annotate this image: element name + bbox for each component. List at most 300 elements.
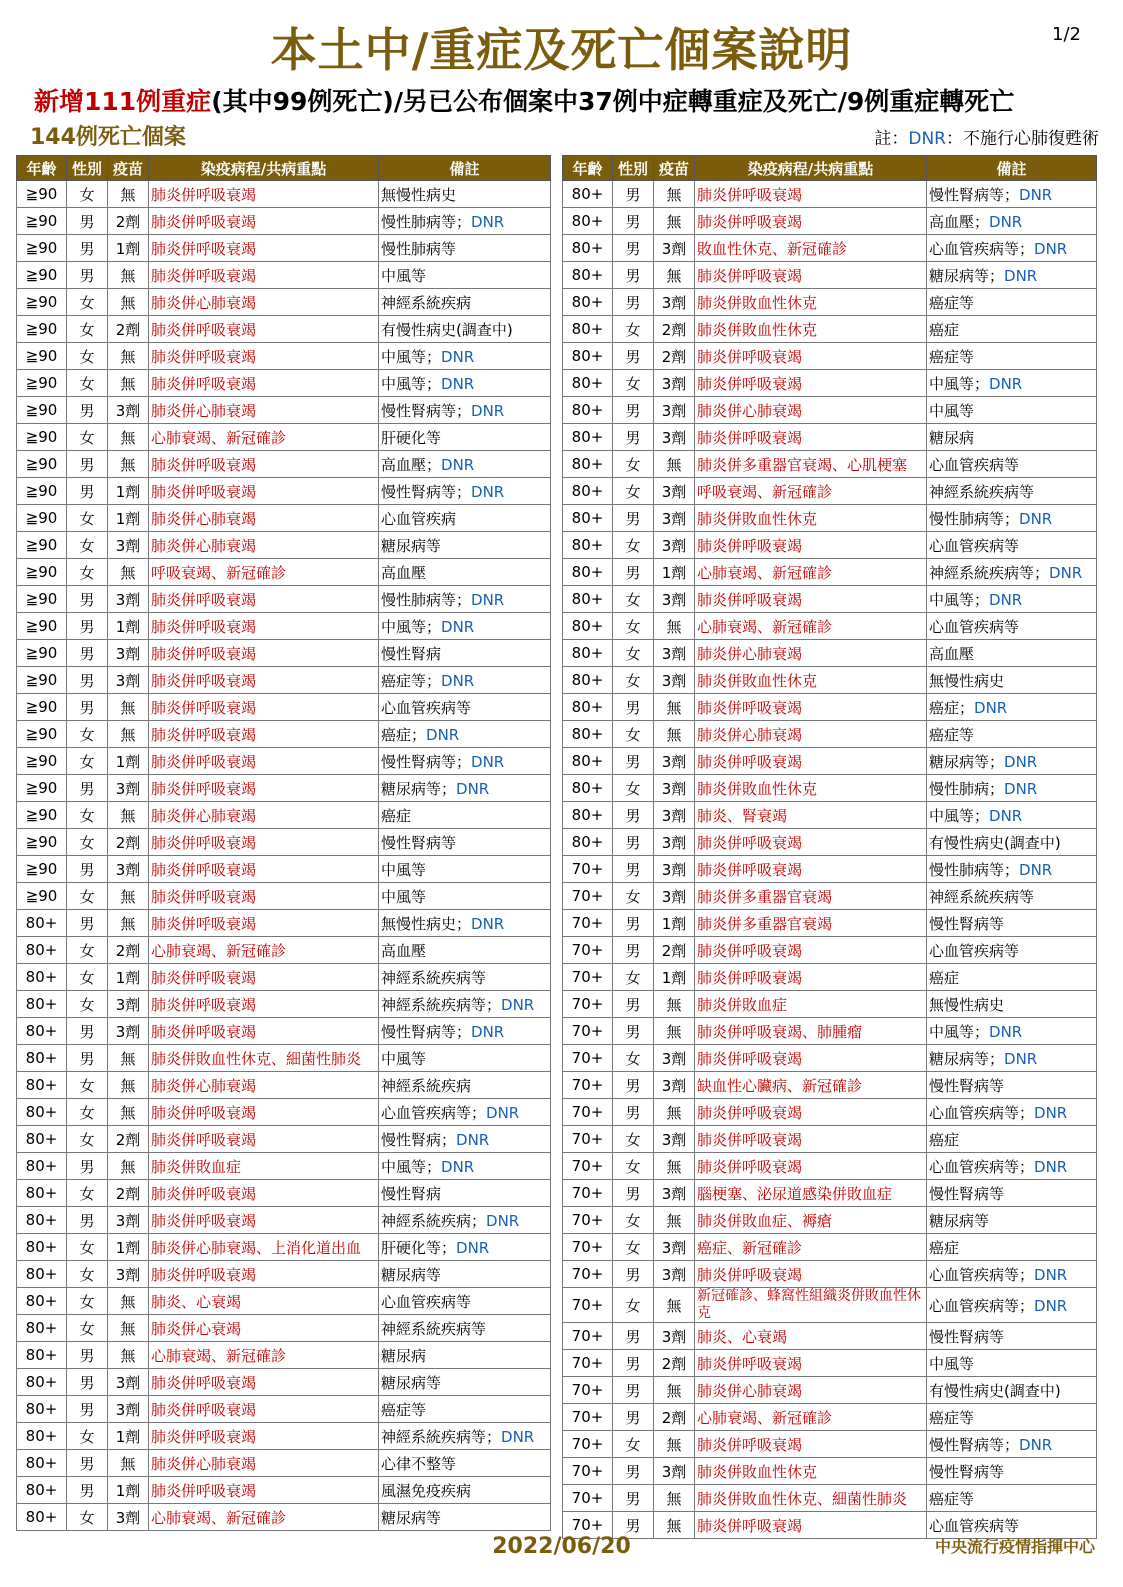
sex-cell: 男: [613, 343, 654, 370]
case-row: [17, 397, 551, 424]
case-row: [17, 910, 551, 937]
vaccine-cell: 3劑: [654, 1261, 695, 1288]
course-cell: 肺炎併心肺衰竭: [695, 1377, 927, 1404]
remark-cell: 風濕免疫疾病: [379, 1477, 551, 1504]
course-cell: 肺炎併呼吸衰竭: [149, 883, 379, 910]
vaccine-cell: 無: [108, 1045, 149, 1072]
remark-cell: 神經系統疾病等: [927, 883, 1097, 910]
remark-cell: 糖尿病等: [927, 1207, 1097, 1234]
age-cell: 80+: [17, 1423, 67, 1450]
vaccine-cell: 2劑: [108, 208, 149, 235]
remark-cell: 高血壓；DNR: [927, 208, 1097, 235]
case-row: [563, 694, 1097, 721]
sex-cell: 男: [613, 748, 654, 775]
course-cell: 肺炎併呼吸衰竭: [695, 1261, 927, 1288]
course-cell: 肺炎併敗血症、褥瘡: [695, 1207, 927, 1234]
vaccine-cell: 3劑: [654, 1072, 695, 1099]
course-cell: 肺炎併呼吸衰竭: [149, 721, 379, 748]
remark-cell: 心血管疾病等: [927, 613, 1097, 640]
age-cell: 80+: [17, 1369, 67, 1396]
case-row: [17, 1099, 551, 1126]
case-row: [563, 1458, 1097, 1485]
dnr-flag: DNR: [989, 212, 1023, 231]
remark-cell: 癌症: [927, 1126, 1097, 1153]
course-cell: 肺炎併敗血性休克、細菌性肺炎: [695, 1485, 927, 1512]
remark-cell: 肝硬化等；DNR: [379, 1234, 551, 1261]
remark-cell: 中風等: [379, 1045, 551, 1072]
vaccine-cell: 2劑: [108, 1180, 149, 1207]
remark-cell: 癌症: [927, 316, 1097, 343]
col-vaccine: 疫苗: [654, 156, 695, 181]
sex-cell: 男: [613, 910, 654, 937]
vaccine-cell: 無: [108, 1153, 149, 1180]
sex-cell: 女: [67, 370, 108, 397]
remark-cell: 心血管疾病等: [379, 694, 551, 721]
age-cell: ≧90: [17, 586, 67, 613]
sex-cell: 女: [67, 559, 108, 586]
sex-cell: 男: [613, 181, 654, 208]
case-row: [17, 262, 551, 289]
case-row: [17, 748, 551, 775]
course-cell: 肺炎併呼吸衰竭: [695, 748, 927, 775]
dnr-flag: DNR: [1034, 239, 1068, 258]
remark-cell: 癌症等；DNR: [379, 667, 551, 694]
vaccine-cell: 3劑: [108, 1369, 149, 1396]
age-cell: 70+: [563, 1377, 613, 1404]
remark-cell: 慢性腎病等: [379, 829, 551, 856]
dnr-flag: DNR: [471, 401, 505, 420]
case-row: [563, 1431, 1097, 1458]
case-row: [563, 289, 1097, 316]
case-row: [563, 613, 1097, 640]
vaccine-cell: 無: [654, 694, 695, 721]
vaccine-cell: 1劑: [654, 910, 695, 937]
age-cell: 70+: [563, 1153, 613, 1180]
course-cell: 肺炎併呼吸衰竭: [149, 1018, 379, 1045]
note-suffix: ：不施行心肺復甦術: [946, 129, 1099, 149]
case-row: [17, 451, 551, 478]
remark-cell: 中風等；DNR: [927, 1018, 1097, 1045]
age-cell: 80+: [563, 208, 613, 235]
case-row: [17, 694, 551, 721]
age-cell: 70+: [563, 1018, 613, 1045]
dnr-flag: DNR: [426, 725, 460, 744]
case-row: [17, 964, 551, 991]
age-cell: 80+: [563, 640, 613, 667]
case-row: [17, 640, 551, 667]
vaccine-cell: 3劑: [108, 856, 149, 883]
sex-cell: 男: [613, 937, 654, 964]
age-cell: 80+: [563, 343, 613, 370]
dnr-flag: DNR: [486, 1103, 520, 1122]
remark-cell: 無慢性病史: [927, 991, 1097, 1018]
remark-cell: 癌症等: [927, 721, 1097, 748]
sex-cell: 男: [67, 235, 108, 262]
case-row: [17, 613, 551, 640]
sex-cell: 女: [67, 343, 108, 370]
sex-cell: 男: [67, 1207, 108, 1234]
case-row: [563, 1404, 1097, 1431]
remark-cell: 慢性腎病等；DNR: [379, 1018, 551, 1045]
sex-cell: 女: [613, 478, 654, 505]
age-cell: ≧90: [17, 694, 67, 721]
age-cell: 80+: [17, 937, 67, 964]
case-row: [563, 721, 1097, 748]
age-cell: 80+: [17, 1153, 67, 1180]
case-row: [563, 640, 1097, 667]
case-row: [563, 883, 1097, 910]
sex-cell: 男: [67, 1342, 108, 1369]
age-cell: 80+: [17, 991, 67, 1018]
case-row: [17, 1342, 551, 1369]
case-row: [17, 532, 551, 559]
remark-cell: 慢性肺病；DNR: [927, 775, 1097, 802]
remark-cell: 神經系統疾病等: [927, 478, 1097, 505]
case-row: [17, 721, 551, 748]
remark-cell: 心血管疾病等: [927, 532, 1097, 559]
sex-cell: 女: [67, 505, 108, 532]
course-cell: 肺炎併敗血性休克: [695, 316, 927, 343]
vaccine-cell: 3劑: [654, 1126, 695, 1153]
sex-cell: 女: [67, 1504, 108, 1531]
vaccine-cell: 3劑: [654, 1045, 695, 1072]
dnr-flag: DNR: [1034, 1265, 1068, 1284]
sex-cell: 男: [613, 262, 654, 289]
age-cell: 80+: [17, 1180, 67, 1207]
dnr-flag: DNR: [441, 455, 475, 474]
age-cell: 80+: [563, 262, 613, 289]
sex-cell: 男: [613, 1404, 654, 1431]
course-cell: 肺炎併呼吸衰竭: [695, 1512, 927, 1539]
course-cell: 肺炎併心肺衰竭: [149, 1072, 379, 1099]
remark-cell: 肝硬化等: [379, 424, 551, 451]
course-cell: 肺炎併呼吸衰竭: [149, 235, 379, 262]
age-cell: 80+: [563, 478, 613, 505]
age-cell: 80+: [17, 1207, 67, 1234]
case-row: [17, 1396, 551, 1423]
remark-cell: 慢性腎病等；DNR: [379, 478, 551, 505]
age-cell: 80+: [17, 1396, 67, 1423]
course-cell: 心肺衰竭、新冠確診: [149, 937, 379, 964]
vaccine-cell: 無: [108, 1450, 149, 1477]
case-row: [17, 505, 551, 532]
case-row: [563, 1018, 1097, 1045]
remark-cell: 糖尿病等；DNR: [379, 775, 551, 802]
vaccine-cell: 1劑: [654, 559, 695, 586]
age-cell: ≧90: [17, 181, 67, 208]
dnr-flag: DNR: [989, 590, 1023, 609]
age-cell: ≧90: [17, 721, 67, 748]
vaccine-cell: 3劑: [654, 532, 695, 559]
course-cell: 肺炎併呼吸衰竭: [149, 748, 379, 775]
course-cell: 肺炎併呼吸衰竭: [149, 1396, 379, 1423]
sex-cell: 男: [613, 1377, 654, 1404]
sex-cell: 女: [67, 991, 108, 1018]
sex-cell: 男: [67, 451, 108, 478]
sex-cell: 女: [67, 829, 108, 856]
sex-cell: 男: [613, 1099, 654, 1126]
sex-cell: 男: [613, 208, 654, 235]
case-row: [563, 586, 1097, 613]
remark-cell: 中風等: [379, 262, 551, 289]
sex-cell: 女: [67, 532, 108, 559]
remark-cell: 有慢性病史(調查中): [927, 829, 1097, 856]
remark-cell: 中風等: [927, 1350, 1097, 1377]
page-number: 1/2: [1052, 24, 1081, 45]
course-cell: 肺炎併呼吸衰竭: [149, 1369, 379, 1396]
vaccine-cell: 無: [654, 721, 695, 748]
age-cell: 80+: [563, 370, 613, 397]
course-cell: 肺炎併呼吸衰竭: [149, 964, 379, 991]
remark-cell: 癌症等: [927, 289, 1097, 316]
dnr-flag: DNR: [1049, 563, 1083, 582]
age-cell: 70+: [563, 1234, 613, 1261]
dnr-flag: DNR: [486, 1211, 520, 1230]
case-row: [563, 1485, 1097, 1512]
age-cell: 80+: [563, 694, 613, 721]
age-cell: ≧90: [17, 343, 67, 370]
course-cell: 肺炎併呼吸衰竭: [695, 586, 927, 613]
course-cell: 肺炎併呼吸衰竭: [149, 316, 379, 343]
remark-cell: 心血管疾病等；DNR: [927, 1261, 1097, 1288]
sex-cell: 女: [613, 316, 654, 343]
sex-cell: 男: [67, 1045, 108, 1072]
age-cell: 80+: [563, 289, 613, 316]
age-cell: ≧90: [17, 370, 67, 397]
course-cell: 肺炎併心肺衰竭: [149, 505, 379, 532]
course-cell: 肺炎併敗血症: [695, 991, 927, 1018]
dnr-flag: DNR: [974, 698, 1008, 717]
vaccine-cell: 無: [654, 613, 695, 640]
sex-cell: 男: [613, 1512, 654, 1539]
sex-cell: 女: [67, 964, 108, 991]
course-cell: 肺炎併呼吸衰竭: [149, 208, 379, 235]
vaccine-cell: 無: [654, 181, 695, 208]
vaccine-cell: 1劑: [108, 505, 149, 532]
sex-cell: 女: [67, 937, 108, 964]
sex-cell: 女: [613, 964, 654, 991]
page-title: 本土中/重症及死亡個案說明: [270, 23, 853, 77]
case-row: [17, 316, 551, 343]
age-cell: 70+: [563, 1323, 613, 1350]
case-row: [17, 1369, 551, 1396]
col-age: 年齡: [17, 156, 67, 181]
vaccine-cell: 2劑: [654, 1404, 695, 1431]
age-cell: 70+: [563, 1072, 613, 1099]
course-cell: 肺炎併呼吸衰竭: [695, 694, 927, 721]
sex-cell: 男: [67, 586, 108, 613]
sex-cell: 男: [67, 910, 108, 937]
remark-cell: 中風等；DNR: [927, 586, 1097, 613]
course-cell: 肺炎、心衰竭: [695, 1323, 927, 1350]
sex-cell: 男: [613, 397, 654, 424]
remark-cell: 高血壓: [927, 640, 1097, 667]
age-cell: 80+: [17, 910, 67, 937]
age-cell: ≧90: [17, 208, 67, 235]
subtitle-highlight: 新增111例重症: [34, 87, 212, 116]
report-date: 2022/06/20: [492, 1534, 631, 1559]
vaccine-cell: 3劑: [654, 829, 695, 856]
age-cell: 80+: [563, 532, 613, 559]
course-cell: 肺炎併呼吸衰竭: [149, 1180, 379, 1207]
case-row: [17, 937, 551, 964]
course-cell: 新冠確診、蜂窩性組織炎併敗血性休克: [695, 1288, 927, 1323]
remark-cell: 神經系統疾病等: [379, 964, 551, 991]
course-cell: 肺炎併呼吸衰竭: [149, 667, 379, 694]
sex-cell: 男: [613, 1323, 654, 1350]
col-age: 年齡: [563, 156, 613, 181]
course-cell: 肺炎併心衰竭: [149, 1315, 379, 1342]
course-cell: 肺炎併呼吸衰竭: [695, 1431, 927, 1458]
remark-cell: 慢性腎病等；DNR: [379, 748, 551, 775]
remark-cell: 心血管疾病等；DNR: [927, 235, 1097, 262]
course-cell: 肺炎併呼吸衰竭: [149, 640, 379, 667]
sex-cell: 男: [67, 478, 108, 505]
course-cell: 肺炎併多重器官衰竭: [695, 883, 927, 910]
age-cell: 70+: [563, 910, 613, 937]
vaccine-cell: 3劑: [108, 991, 149, 1018]
course-cell: 肺炎併呼吸衰竭: [149, 1207, 379, 1234]
course-cell: 肺炎併呼吸衰竭: [149, 1099, 379, 1126]
sex-cell: 男: [613, 1458, 654, 1485]
case-row: [563, 424, 1097, 451]
case-row: [17, 1153, 551, 1180]
remark-cell: 糖尿病等: [379, 1369, 551, 1396]
vaccine-cell: 無: [108, 694, 149, 721]
sex-cell: 女: [613, 640, 654, 667]
dnr-flag: DNR: [471, 590, 505, 609]
vaccine-cell: 3劑: [108, 1018, 149, 1045]
remark-cell: 心血管疾病等；DNR: [379, 1099, 551, 1126]
remark-cell: 慢性肺病等；DNR: [927, 505, 1097, 532]
age-cell: ≧90: [17, 532, 67, 559]
remark-cell: 癌症；DNR: [927, 694, 1097, 721]
remark-cell: 糖尿病: [927, 424, 1097, 451]
remark-cell: 糖尿病等；DNR: [927, 1045, 1097, 1072]
sex-cell: 女: [613, 370, 654, 397]
sex-cell: 女: [67, 316, 108, 343]
vaccine-cell: 無: [108, 1288, 149, 1315]
dnr-flag: DNR: [441, 1157, 475, 1176]
age-cell: ≧90: [17, 748, 67, 775]
vaccine-cell: 無: [654, 1099, 695, 1126]
sex-cell: 男: [613, 991, 654, 1018]
case-row: [563, 532, 1097, 559]
course-cell: 肺炎併呼吸衰竭: [695, 1153, 927, 1180]
age-cell: 80+: [17, 1234, 67, 1261]
col-vaccine: 疫苗: [108, 156, 149, 181]
dnr-note: [874, 124, 1099, 149]
sex-cell: 女: [613, 1207, 654, 1234]
dnr-flag: DNR: [441, 374, 475, 393]
sex-cell: 男: [613, 1072, 654, 1099]
vaccine-cell: 2劑: [654, 937, 695, 964]
case-row: [563, 478, 1097, 505]
vaccine-cell: 3劑: [654, 748, 695, 775]
remark-cell: 癌症等: [927, 1485, 1097, 1512]
remark-cell: 心血管疾病等: [927, 937, 1097, 964]
case-row: [17, 1423, 551, 1450]
course-cell: 肺炎併呼吸衰竭: [695, 208, 927, 235]
case-row: [17, 1207, 551, 1234]
vaccine-cell: 1劑: [108, 964, 149, 991]
vaccine-cell: 3劑: [108, 397, 149, 424]
remark-cell: 慢性肺病等: [379, 235, 551, 262]
sex-cell: 女: [67, 1423, 108, 1450]
remark-cell: 慢性腎病等；DNR: [379, 397, 551, 424]
case-row: [563, 829, 1097, 856]
vaccine-cell: 3劑: [654, 235, 695, 262]
remark-cell: 糖尿病等: [379, 532, 551, 559]
case-row: [17, 1261, 551, 1288]
age-cell: 80+: [563, 721, 613, 748]
case-row: [17, 883, 551, 910]
remark-cell: 慢性腎病: [379, 1180, 551, 1207]
course-cell: 肺炎併呼吸衰竭: [695, 343, 927, 370]
case-row: [563, 370, 1097, 397]
dnr-flag: DNR: [1019, 1435, 1053, 1454]
vaccine-cell: 無: [108, 559, 149, 586]
remark-cell: 心律不整等: [379, 1450, 551, 1477]
age-cell: 80+: [17, 1342, 67, 1369]
sex-cell: 男: [613, 559, 654, 586]
sex-cell: 女: [67, 883, 108, 910]
age-cell: ≧90: [17, 478, 67, 505]
course-cell: 肺炎併呼吸衰竭: [149, 856, 379, 883]
issuing-organization: 中央流行疫情指揮中心: [934, 1537, 1095, 1556]
col-sex: 性別: [67, 156, 108, 181]
age-cell: ≧90: [17, 667, 67, 694]
vaccine-cell: 無: [108, 883, 149, 910]
sex-cell: 男: [67, 667, 108, 694]
course-cell: 肺炎併呼吸衰竭: [695, 964, 927, 991]
course-cell: 肺炎併心肺衰竭: [149, 802, 379, 829]
age-cell: 80+: [563, 613, 613, 640]
course-cell: 敗血性休克、新冠確診: [695, 235, 927, 262]
dnr-flag: DNR: [441, 671, 475, 690]
sex-cell: 女: [67, 1315, 108, 1342]
remark-cell: 慢性腎病等；DNR: [927, 1431, 1097, 1458]
age-cell: 80+: [563, 235, 613, 262]
course-cell: 肺炎併敗血性休克: [695, 775, 927, 802]
dnr-flag: DNR: [456, 1130, 490, 1149]
course-cell: 癌症、新冠確診: [695, 1234, 927, 1261]
remark-cell: 糖尿病等: [379, 1261, 551, 1288]
sex-cell: 女: [67, 181, 108, 208]
sex-cell: 女: [67, 424, 108, 451]
remark-cell: 高血壓: [379, 559, 551, 586]
case-row: [17, 1072, 551, 1099]
dnr-flag: DNR: [1019, 509, 1053, 528]
remark-cell: 中風等: [379, 883, 551, 910]
remark-cell: 心血管疾病: [379, 505, 551, 532]
age-cell: ≧90: [17, 289, 67, 316]
remark-cell: 中風等；DNR: [379, 1153, 551, 1180]
remark-cell: 神經系統疾病等: [379, 1315, 551, 1342]
course-cell: 肺炎併呼吸衰竭: [695, 856, 927, 883]
course-cell: 肺炎、心衰竭: [149, 1288, 379, 1315]
sex-cell: 男: [613, 694, 654, 721]
course-cell: 肺炎併呼吸衰竭: [695, 1350, 927, 1377]
course-cell: 肺炎併心肺衰竭: [149, 1450, 379, 1477]
course-cell: 呼吸衰竭、新冠確診: [149, 559, 379, 586]
remark-cell: 中風等；DNR: [927, 802, 1097, 829]
sex-cell: 女: [67, 1180, 108, 1207]
dnr-flag: DNR: [471, 1022, 505, 1041]
dnr-flag: DNR: [1004, 752, 1038, 771]
sex-cell: 男: [613, 505, 654, 532]
note-prefix: 註：: [874, 129, 909, 149]
